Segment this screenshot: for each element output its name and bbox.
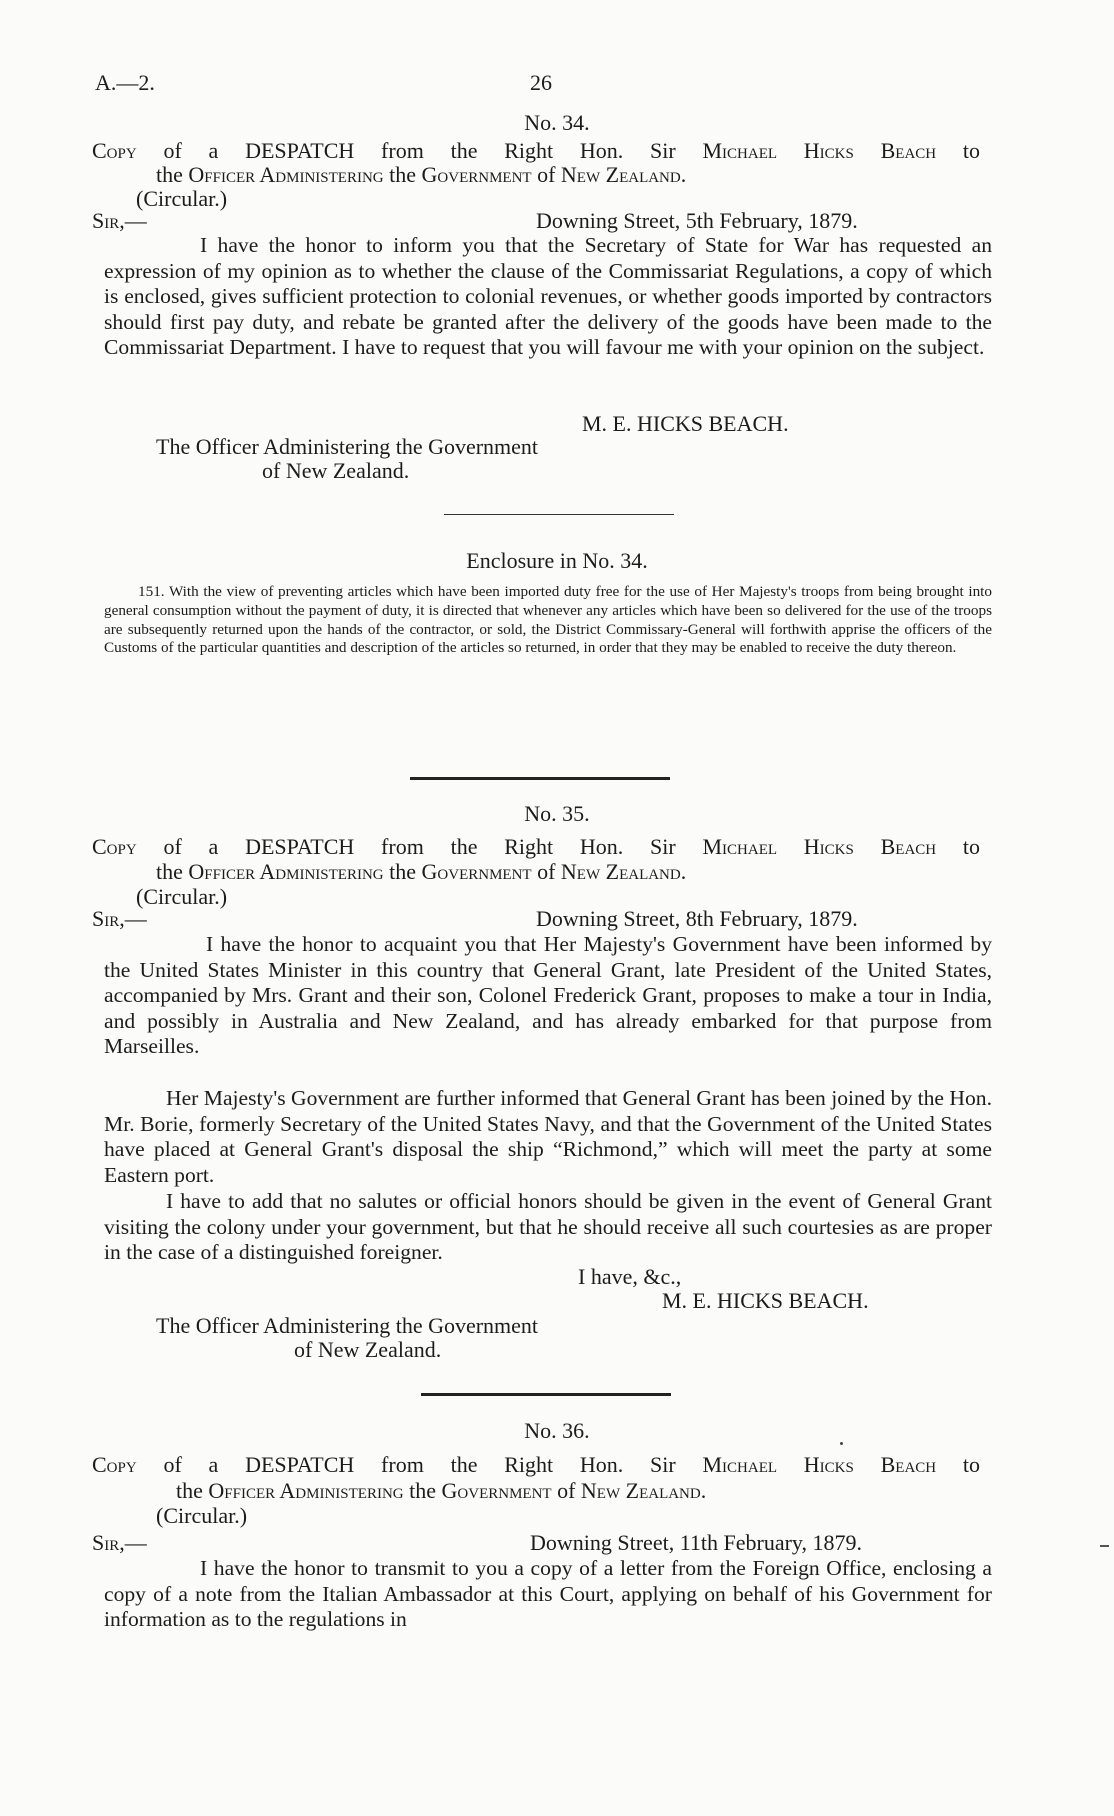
despatch-number: No. 34. (524, 110, 590, 135)
despatch-title-line2: the Officer Administering the Government of New Zealand. (156, 162, 687, 187)
despatch-title-line1: Copy of a DESPATCH from the Right Hon. Sir Michael Hicks Beach to (92, 138, 980, 163)
circular-label: (Circular.) (136, 186, 228, 211)
addressee-line: The Officer Administering the Government (156, 1313, 539, 1338)
salutation: Sir,— (92, 906, 147, 931)
circular-label: (Circular.) (156, 1503, 248, 1528)
section-divider (421, 1393, 671, 1396)
despatch-title-line1: Copy of a DESPATCH from the Right Hon. Sir Michael Hicks Beach to (92, 1452, 980, 1477)
circular-label: (Circular.) (136, 884, 228, 909)
addressee-line: of New Zealand. (294, 1337, 442, 1362)
salutation: Sir,— (92, 208, 147, 233)
signature: M. E. HICKS BEACH. (582, 411, 789, 436)
enclosure-text: 151. With the view of preventing articles which have been imported duty free for the use of Her Majesty's troops from being brought into general consumption without the payment of duty, it is directed that whenever any articles which have been so delivered for the use of the troops are subsequently returned upon the hands of the contractor, or sold, the District Commissary-General will forthwith apprise the officers of the Customs of the particular quantities and description of the articles so returned, in order that they may be enabled to receive the duty thereon. (104, 583, 992, 657)
salutation: Sir,— (92, 1530, 147, 1555)
addressee-line: The Officer Administering the Government (156, 434, 539, 459)
despatch-title-line1: Copy of a DESPATCH from the Right Hon. Sir Michael Hicks Beach to (92, 834, 980, 859)
despatch-paragraph: I have the honor to transmit to you a copy of a letter from the Foreign Office, enclosing a copy of a note from the Italian Ambassador at this Court, applying on behalf of his Government for information as to the regulations in (104, 1556, 992, 1632)
date-line: Downing Street, 8th February, 1879. (536, 906, 858, 931)
despatch-title-line2: the Officer Administering the Government of New Zealand. (156, 859, 687, 884)
despatch-paragraph: I have to add that no salutes or official honors should be given in the event of General Grant visiting the colony under your government, but that he should receive all such courtesies as are proper in the case of a distinguished foreigner. (104, 1189, 992, 1265)
section-divider (444, 514, 674, 515)
signature: M. E. HICKS BEACH. (662, 1288, 869, 1313)
despatch-paragraph: I have the honor to inform you that the Secretary of State for War has requested an expression of my opinion as to whether the clause of the Commissariat Regulations, a copy of which is enclosed, gives sufficient protection to colonial revenues, or whether goods imported by contractors should first pay duty, and rebate be granted after the delivery of the goods have been made to the Commissariat Department. I have to request that you will favour me with your opinion on the subject. (104, 233, 992, 360)
despatch-paragraph: I have the honor to acquaint you that Her Majesty's Government have been informed by the United States Minister in this country that General Grant, late President of the United States, accompanied by Mrs. Grant and their son, Colonel Frederick Grant, proposes to make a tour in India, and possibly in Australia and New Zealand, and has already embarked for that purpose from Marseilles. (104, 932, 992, 1059)
despatch-number: No. 36. (524, 1418, 590, 1443)
despatch-number: No. 35. (524, 801, 590, 826)
section-divider (410, 777, 670, 780)
document-code: A.—2. (95, 70, 155, 95)
closing: I have, &c., (578, 1264, 682, 1289)
enclosure-heading: Enclosure in No. 34. (466, 548, 648, 573)
date-line: Downing Street, 5th February, 1879. (536, 208, 858, 233)
margin-mark (1100, 1545, 1109, 1547)
print-speck (840, 1442, 843, 1445)
despatch-paragraph: Her Majesty's Government are further informed that General Grant has been joined by the Hon. Mr. Borie, formerly Secretary of the United States Navy, and that the Government of the United States have placed at General Grant's disposal the ship “Richmond,” which will meet the party at some Eastern port. (104, 1086, 992, 1187)
page-number: 26 (530, 70, 552, 95)
addressee-line: of New Zealand. (262, 458, 410, 483)
despatch-title-line2: the Officer Administering the Government of New Zealand. (176, 1478, 707, 1503)
date-line: Downing Street, 11th February, 1879. (530, 1530, 862, 1555)
